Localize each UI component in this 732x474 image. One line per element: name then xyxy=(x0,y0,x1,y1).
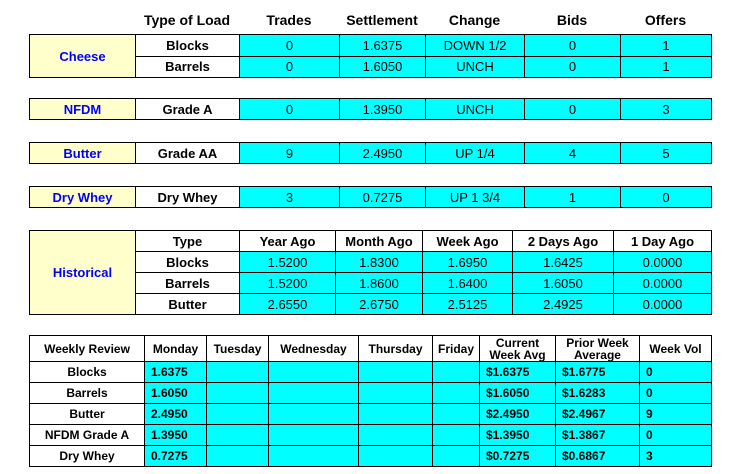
weekly-product: Butter xyxy=(30,404,145,425)
weekly-monday: 1.3950 xyxy=(145,425,207,446)
weekly-header-tuesday: Tuesday xyxy=(207,336,269,362)
trades-cell: 9 xyxy=(240,143,340,164)
weekly-week-vol: 0 xyxy=(640,383,712,404)
change-cell: UNCH xyxy=(426,99,525,120)
change-cell: UP 1 3/4 xyxy=(426,187,525,208)
hist-header-1-day-ago: 1 Day Ago xyxy=(614,231,712,252)
weekly-thursday xyxy=(359,425,433,446)
weekly-header-prior-avg: Prior Week Average xyxy=(556,336,640,362)
weekly-friday xyxy=(433,446,480,467)
weekly-tuesday xyxy=(207,425,269,446)
settlement-cell: 1.6375 xyxy=(340,35,426,57)
load-type: Grade AA xyxy=(136,143,240,164)
load-type: Blocks xyxy=(136,35,240,57)
bids-cell: 0 xyxy=(525,35,621,57)
change-cell: DOWN 1/2 xyxy=(426,35,525,57)
table-row xyxy=(30,336,712,362)
weekly-week-vol: 0 xyxy=(640,425,712,446)
hist-cell: 0.0000 xyxy=(614,294,712,315)
weekly-friday xyxy=(433,404,480,425)
weekly-header-thursday: Thursday xyxy=(359,336,433,362)
hist-header-type: Type xyxy=(136,231,240,252)
bids-cell: 0 xyxy=(525,56,621,78)
table-row xyxy=(30,143,712,164)
hist-cell: 1.8300 xyxy=(336,252,423,273)
weekly-monday: 1.6375 xyxy=(145,362,207,383)
weekly-product: Blocks xyxy=(30,362,145,383)
drywhey-table xyxy=(29,186,712,208)
offers-cell: 1 xyxy=(621,56,712,78)
header-trades: Trades xyxy=(266,12,312,28)
table-row xyxy=(30,35,712,57)
weekly-prior-avg: $1.6775 xyxy=(556,362,640,383)
offers-cell: 1 xyxy=(621,35,712,57)
settlement-cell: 2.4950 xyxy=(340,143,426,164)
weekly-friday xyxy=(433,383,480,404)
hist-cell: 0.0000 xyxy=(614,273,712,294)
weekly-current-avg: $1.3950 xyxy=(480,425,556,446)
trades-cell: 3 xyxy=(240,187,340,208)
hist-cell: 1.5200 xyxy=(240,273,336,294)
nfdm-label: NFDM xyxy=(30,99,136,120)
header-bids: Bids xyxy=(556,12,588,28)
weekly-tuesday xyxy=(207,404,269,425)
weekly-friday xyxy=(433,362,480,383)
hist-cell: 1.6425 xyxy=(513,252,614,273)
weekly-friday xyxy=(433,425,480,446)
weekly-current-avg: $1.6050 xyxy=(480,383,556,404)
bids-cell: 4 xyxy=(525,143,621,164)
weekly-header-week-vol: Week Vol xyxy=(640,336,712,362)
historical-table xyxy=(29,230,712,315)
weekly-prior-avg: $0.6867 xyxy=(556,446,640,467)
nfdm-table xyxy=(29,98,712,120)
weekly-thursday xyxy=(359,362,433,383)
weekly-current-avg: $0.7275 xyxy=(480,446,556,467)
hist-cell: 1.6050 xyxy=(513,273,614,294)
weekly-monday: 1.6050 xyxy=(145,383,207,404)
weekly-current-avg: $2.4950 xyxy=(480,404,556,425)
header-type-of-load: Type of Load xyxy=(143,12,231,28)
weekly-tuesday xyxy=(207,446,269,467)
weekly-product: Dry Whey xyxy=(30,446,145,467)
weekly-thursday xyxy=(359,446,433,467)
bids-cell: 1 xyxy=(525,187,621,208)
load-type: Dry Whey xyxy=(136,187,240,208)
weekly-current-avg: $1.6375 xyxy=(480,362,556,383)
table-row xyxy=(30,404,712,425)
hist-type: Butter xyxy=(136,294,240,315)
table-row xyxy=(30,99,712,120)
hist-header-month-ago: Month Ago xyxy=(336,231,423,252)
weekly-week-vol: 9 xyxy=(640,404,712,425)
trades-cell: 0 xyxy=(240,56,340,78)
hist-cell: 2.6550 xyxy=(240,294,336,315)
weekly-wednesday xyxy=(269,425,359,446)
hist-type: Blocks xyxy=(136,252,240,273)
change-cell: UP 1/4 xyxy=(426,143,525,164)
change-cell: UNCH xyxy=(426,56,525,78)
weekly-tuesday xyxy=(207,362,269,383)
weekly-tuesday xyxy=(207,383,269,404)
header-offers: Offers xyxy=(644,12,687,28)
hist-header-week-ago: Week Ago xyxy=(423,231,513,252)
weekly-product: Barrels xyxy=(30,383,145,404)
butter-label: Butter xyxy=(30,143,136,164)
weekly-monday: 0.7275 xyxy=(145,446,207,467)
load-type: Grade A xyxy=(136,99,240,120)
cheese-label: Cheese xyxy=(30,35,136,78)
hist-cell: 2.6750 xyxy=(336,294,423,315)
weekly-header-current-avg: Current Week Avg xyxy=(480,336,556,362)
weekly-wednesday xyxy=(269,362,359,383)
trades-cell: 0 xyxy=(240,35,340,57)
weekly-week-vol: 0 xyxy=(640,362,712,383)
hist-cell: 1.5200 xyxy=(240,252,336,273)
weekly-wednesday xyxy=(269,383,359,404)
bids-cell: 0 xyxy=(525,99,621,120)
weekly-thursday xyxy=(359,383,433,404)
table-row xyxy=(30,446,712,467)
butter-table xyxy=(29,142,712,164)
header-settlement: Settlement xyxy=(346,12,418,28)
weekly-prior-avg: $1.3867 xyxy=(556,425,640,446)
weekly-header-monday: Monday xyxy=(145,336,207,362)
weekly-prior-avg: $1.6283 xyxy=(556,383,640,404)
hist-cell: 2.5125 xyxy=(423,294,513,315)
historical-label: Historical xyxy=(30,231,136,315)
hist-cell: 1.6400 xyxy=(423,273,513,294)
table-row xyxy=(30,187,712,208)
header-change: Change xyxy=(448,12,501,28)
hist-cell: 1.6950 xyxy=(423,252,513,273)
weekly-review-table xyxy=(29,335,712,467)
load-type: Barrels xyxy=(136,56,240,78)
hist-cell: 0.0000 xyxy=(614,252,712,273)
weekly-week-vol: 3 xyxy=(640,446,712,467)
offers-cell: 3 xyxy=(621,99,712,120)
offers-cell: 0 xyxy=(621,187,712,208)
table-row xyxy=(30,231,712,252)
weekly-wednesday xyxy=(269,404,359,425)
settlement-cell: 0.7275 xyxy=(340,187,426,208)
hist-cell: 1.8600 xyxy=(336,273,423,294)
table-row xyxy=(30,425,712,446)
weekly-header-wednesday: Wednesday xyxy=(269,336,359,362)
weekly-monday: 2.4950 xyxy=(145,404,207,425)
table-row xyxy=(30,362,712,383)
offers-cell: 5 xyxy=(621,143,712,164)
cheese-table xyxy=(29,34,712,78)
hist-header-year-ago: Year Ago xyxy=(240,231,336,252)
trades-cell: 0 xyxy=(240,99,340,120)
table-row xyxy=(30,383,712,404)
weekly-wednesday xyxy=(269,446,359,467)
drywhey-label: Dry Whey xyxy=(30,187,136,208)
weekly-header-friday: Friday xyxy=(433,336,480,362)
weekly-prior-avg: $2.4967 xyxy=(556,404,640,425)
weekly-product: NFDM Grade A xyxy=(30,425,145,446)
settlement-cell: 1.6050 xyxy=(340,56,426,78)
weekly-header-review: Weekly Review xyxy=(30,336,145,362)
weekly-thursday xyxy=(359,404,433,425)
hist-cell: 2.4925 xyxy=(513,294,614,315)
settlement-cell: 1.3950 xyxy=(340,99,426,120)
hist-header-2-days-ago: 2 Days Ago xyxy=(513,231,614,252)
hist-type: Barrels xyxy=(136,273,240,294)
